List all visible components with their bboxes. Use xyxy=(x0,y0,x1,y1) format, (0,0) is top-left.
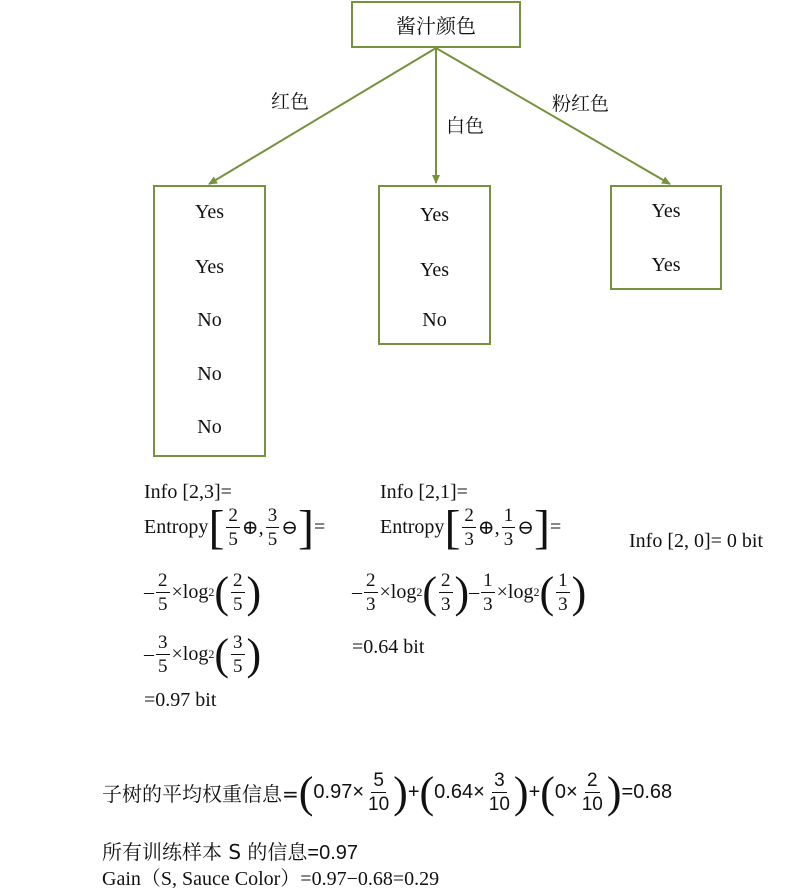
branch-label-red: 红色 xyxy=(271,91,310,113)
log-label: ×log xyxy=(171,581,209,603)
term-value: 0.64× xyxy=(434,781,485,803)
minus-sign: – xyxy=(144,643,154,665)
paren-close: ) xyxy=(246,629,262,679)
paren-close: ) xyxy=(246,567,262,617)
list-item: Yes xyxy=(651,254,681,276)
log-base: 2 xyxy=(208,647,215,661)
total-info-value: =0.97 xyxy=(307,842,359,864)
entropy-term-2 xyxy=(144,629,262,679)
average-result: =0.68 xyxy=(621,781,673,803)
list-item: Yes xyxy=(651,200,681,222)
term-value: 0.97× xyxy=(313,781,365,803)
leaf-node-red xyxy=(153,185,266,457)
fraction: $\frac{1}{3}$ xyxy=(503,505,514,551)
term-value: 0× xyxy=(554,781,578,803)
entropy-terms-2-1 xyxy=(352,567,587,617)
leaf-node-pink xyxy=(610,185,722,290)
list-item: Yes xyxy=(194,256,225,278)
entropy-2-1 xyxy=(380,501,562,554)
log-label: ×log xyxy=(379,581,417,603)
paren-open: ( xyxy=(214,629,229,679)
log-base: 2 xyxy=(533,585,540,599)
paren-open: ( xyxy=(422,567,437,617)
log-label: ×log xyxy=(171,643,209,665)
leaf-node-white xyxy=(378,185,491,345)
paren-close: ) xyxy=(513,767,529,817)
list-item: Yes xyxy=(419,259,450,281)
plus-symbol: ⊕, xyxy=(477,517,500,540)
list-item: No xyxy=(197,309,222,331)
fraction: $\frac{3}{5}$ xyxy=(267,505,278,551)
entropy-term-1 xyxy=(144,567,262,617)
fraction: $\frac{2}{5}$ xyxy=(158,570,168,615)
paren-close: ) xyxy=(454,567,470,617)
paren-open: ( xyxy=(214,567,229,617)
fraction: $\frac{2}{3}$ xyxy=(441,570,451,615)
branch-label-white: 白色 xyxy=(446,115,485,137)
plus-symbol: ⊕, xyxy=(241,517,264,540)
fraction: $\frac{2}{10}$ xyxy=(581,770,603,815)
paren-close: ) xyxy=(606,767,622,817)
minus-symbol: ⊖ xyxy=(281,517,298,540)
branch-label-pink: 粉红色 xyxy=(552,93,610,115)
info-2-1-label: Info [2,1]= xyxy=(380,481,468,503)
total-info-line xyxy=(102,836,358,865)
paren-open: ( xyxy=(419,767,435,817)
log-base: 2 xyxy=(416,585,423,599)
bracket-close: ] xyxy=(533,501,550,554)
info-2-0-label: Info [2, 0]= 0 bit xyxy=(629,530,764,552)
bracket-open: [ xyxy=(208,501,225,554)
entropy-label: Entropy xyxy=(380,516,445,539)
entropy-label: Entropy xyxy=(144,516,209,539)
fraction: $\frac{2}{5}$ xyxy=(228,505,238,551)
list-item: Yes xyxy=(419,204,450,226)
fraction: $\frac{3}{5}$ xyxy=(233,632,243,677)
arrow-red xyxy=(209,48,436,184)
list-item: Yes xyxy=(194,201,225,223)
root-node xyxy=(351,1,521,48)
equals-sign: = xyxy=(549,516,562,539)
fraction: $\frac{5}{10}$ xyxy=(368,770,390,815)
root-label: 酱汁颜色 xyxy=(396,14,476,38)
paren-open: ( xyxy=(539,567,555,617)
bracket-open: [ xyxy=(444,501,461,554)
gain-line: Gain（S, Sauce Color）=0.97−0.68=0.29 xyxy=(102,868,440,890)
plus-sign: + xyxy=(528,781,541,803)
minus-sign: – xyxy=(469,581,480,603)
list-item: No xyxy=(197,363,222,385)
fraction: $\frac{2}{5}$ xyxy=(233,570,243,615)
list-item: No xyxy=(197,416,222,438)
paren-open: ( xyxy=(298,767,314,817)
paren-open: ( xyxy=(540,767,555,817)
weighted-average-formula xyxy=(102,767,673,817)
list-item: No xyxy=(422,309,447,331)
result-0-64: =0.64 bit xyxy=(352,636,425,658)
minus-sign: – xyxy=(352,581,362,603)
total-info-label: 所有训练样本 S 的信息 xyxy=(102,840,308,864)
result-0-97: =0.97 bit xyxy=(144,689,217,711)
minus-symbol: ⊖ xyxy=(517,517,534,540)
minus-sign: – xyxy=(144,581,154,603)
fraction: $\frac{1}{3}$ xyxy=(558,570,568,615)
info-2-3-label: Info [2,3]= xyxy=(144,481,232,503)
equals-sign: = xyxy=(313,516,326,539)
entropy-2-3 xyxy=(144,501,326,554)
paren-close: ) xyxy=(393,767,408,817)
fraction: $\frac{2}{3}$ xyxy=(464,505,474,551)
log-base: 2 xyxy=(208,585,215,599)
plus-sign: + xyxy=(407,781,420,803)
fraction: $\frac{3}{5}$ xyxy=(158,632,168,677)
fraction: $\frac{1}{3}$ xyxy=(483,570,493,615)
log-label: ×log xyxy=(496,581,534,603)
average-label: 子树的平均权重信息= xyxy=(102,782,299,806)
paren-close: ) xyxy=(571,567,587,617)
fraction: $\frac{2}{3}$ xyxy=(366,570,376,615)
fraction: $\frac{3}{10}$ xyxy=(488,770,510,815)
bracket-close: ] xyxy=(297,501,314,554)
